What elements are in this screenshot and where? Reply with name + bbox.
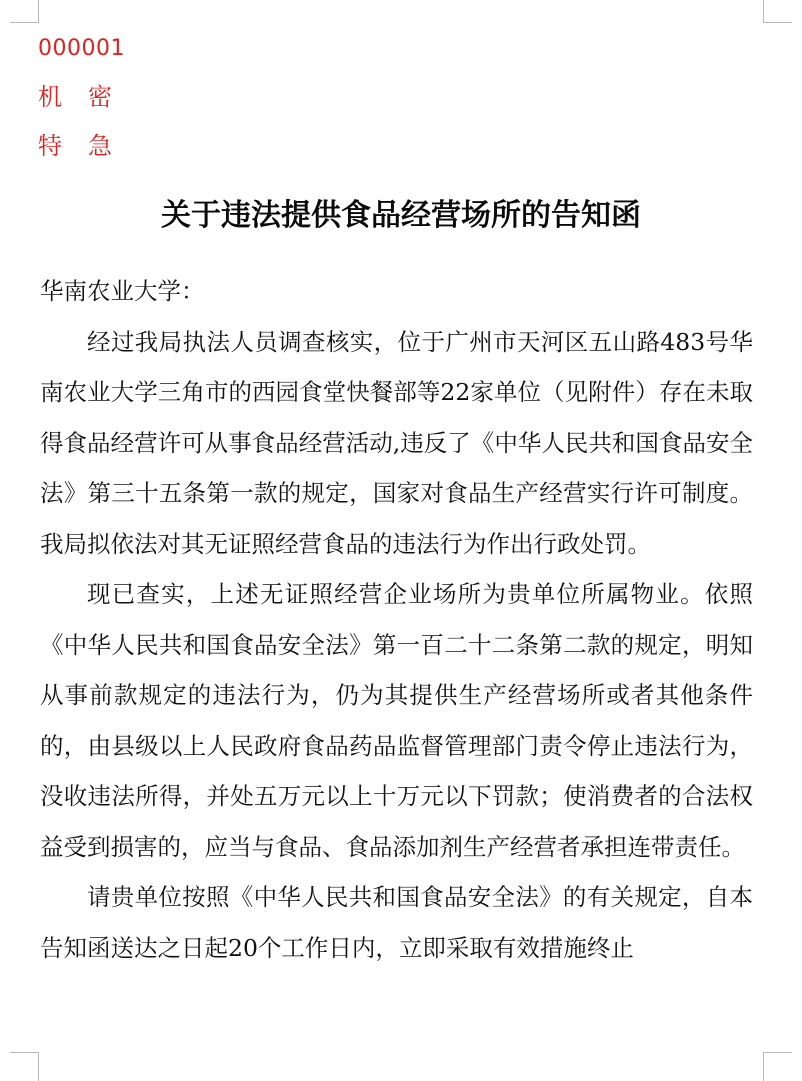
document-title: 关于违法提供食品经营场所的告知函 <box>161 198 641 233</box>
crop-mark-top-right <box>763 0 792 23</box>
urgency-label: 特急 <box>38 132 138 160</box>
document-body <box>40 266 753 973</box>
salutation: 华南农业大学： <box>40 277 205 305</box>
crop-mark-bottom-left <box>10 1052 39 1081</box>
body-paragraph-1: 经过我局执法人员调查核实，位于广州市天河区五山路483号华南农业大学三角市的西园食堂快餐部等22家单位（见附件）存在未取得食品经营许可从事食品经营活动,违反了《中华人民共和国食品安全法》第三十五条第一款的规定，国家对食品生产经营实行许可制度。我局拟依法对其无证照经营食品的违法行为作出行政处罚。 <box>40 327 753 558</box>
body-paragraph-3: 请贵单位按照《中华人民共和国食品安全法》的有关规定，自本告知函送达之日起20个工作日内，立即采取有效措施终止 <box>40 883 753 962</box>
classification-label: 机密 <box>38 83 138 111</box>
crop-mark-bottom-right <box>763 1052 792 1081</box>
serial-number: 000001 <box>38 36 125 61</box>
document-header-meta <box>38 24 138 171</box>
crop-mark-top-left <box>10 0 39 23</box>
body-paragraph-2: 现已查实，上述无证照经营企业场所为贵单位所属物业。依照《中华人民共和国食品安全法》第一百二十二条第二款的规定，明知从事前款规定的违法行为，仍为其提供生产经营场所或者其他条件的，由县级以上人民政府食品药品监督管理部门责令停止违法行为，没收违法所得，并处五万元以上十万元以下罚款；使消费者的合法权益受到损害的，应当与食品、食品添加剂生产经营者承担连带责任。 <box>40 580 753 861</box>
